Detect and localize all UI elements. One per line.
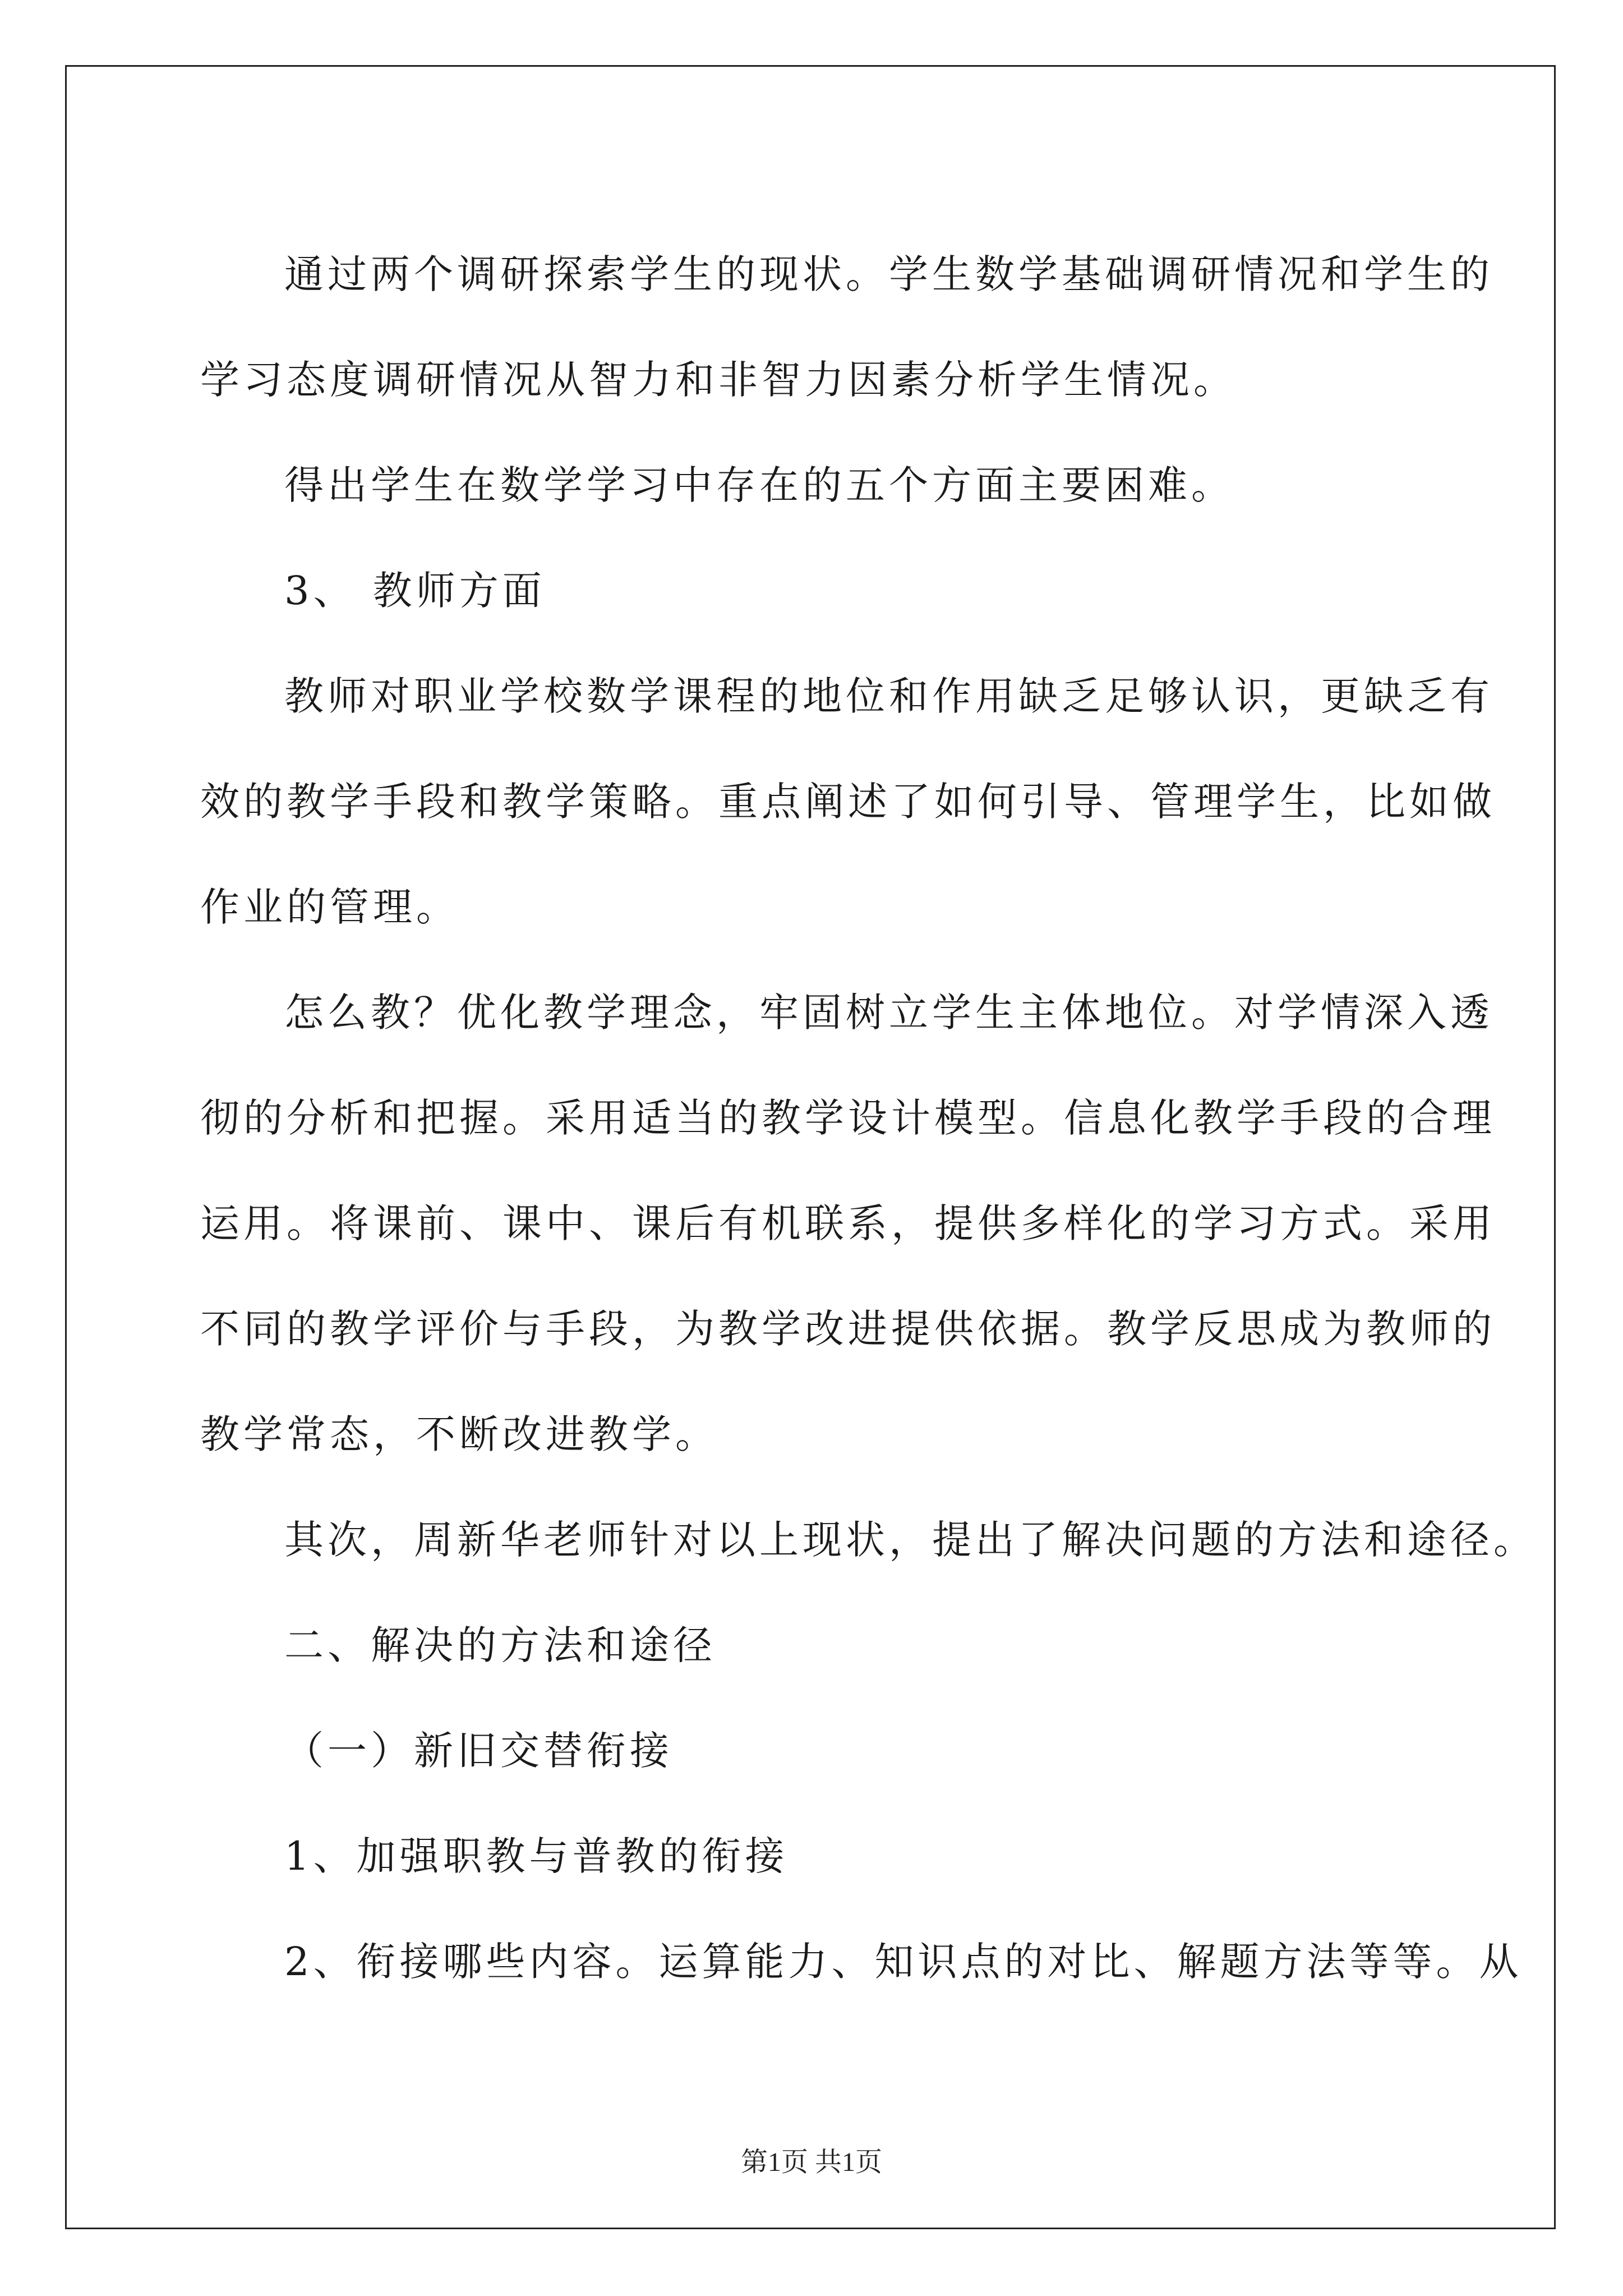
paragraph-line: 怎么教？优化教学理念，牢固树立学生主体地位。对学情深入透 (284, 990, 1493, 1036)
paragraph-line: 作业的管理。 (200, 884, 459, 930)
subsection-heading: （一）新旧交替衔接 (284, 1728, 673, 1774)
document-body (200, 222, 1537, 2014)
paragraph-line: 效的教学手段和教学策略。重点阐述了如何引导、管理学生，比如做 (200, 779, 1496, 825)
paragraph-line: 彻的分析和把握。采用适当的教学设计模型。信息化教学手段的合理 (200, 1095, 1496, 1141)
paragraph-line: 通过两个调研探索学生的现状。学生数学基础调研情况和学生的 (284, 251, 1493, 297)
paragraph-line: 得出学生在数学学习中存在的五个方面主要困难。 (284, 462, 1234, 508)
section-heading: 二、解决的方法和途径 (284, 1622, 716, 1668)
page-number-footer: 第1页 共1页 (740, 2147, 882, 2177)
section-heading: 3、 教师方面 (284, 568, 546, 614)
list-item: 1、加强职教与普教的衔接 (284, 1833, 789, 1879)
paragraph-line: 不同的教学评价与手段，为教学改进提供依据。教学反思成为教师的 (200, 1306, 1496, 1352)
paragraph-line: 教学常态，不断改进教学。 (200, 1411, 718, 1457)
list-item: 2、衔接哪些内容。运算能力、知识点的对比、解题方法等等。从 (284, 1939, 1523, 1985)
paragraph-line: 其次，周新华老师针对以上现状，提出了解决问题的方法和途径。 (284, 1517, 1537, 1563)
paragraph-line: 教师对职业学校数学课程的地位和作用缺乏足够认识，更缺乏有 (284, 673, 1493, 719)
paragraph-line: 运用。将课前、课中、课后有机联系，提供多样化的学习方式。采用 (200, 1200, 1496, 1246)
paragraph-line: 学习态度调研情况从智力和非智力因素分析学生情况。 (200, 357, 1237, 403)
